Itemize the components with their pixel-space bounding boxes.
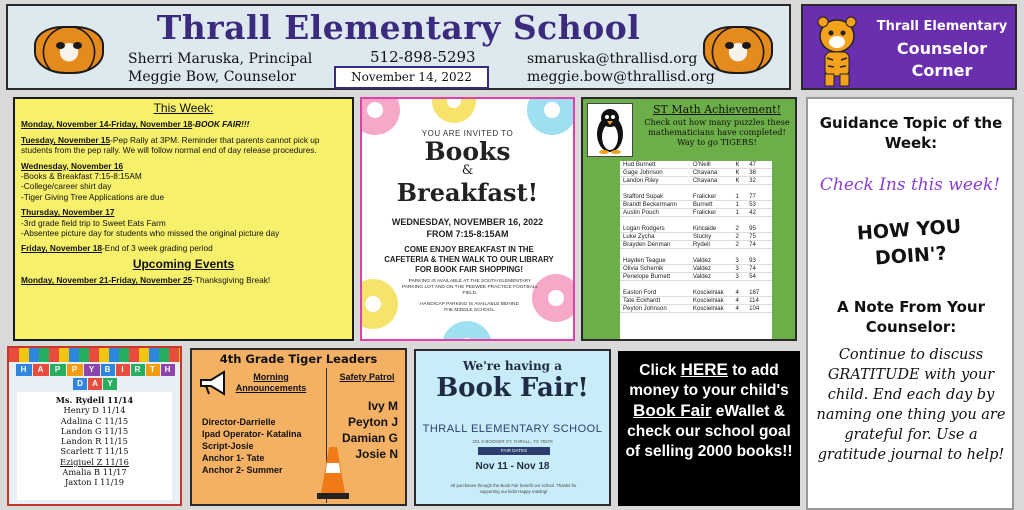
week-item-date: Friday, November 18 <box>21 243 103 254</box>
principal-name: Sherri Maruska, Principal <box>128 51 313 67</box>
handicap-parking-note: HANDICAP PARKING IS AVAILABLE BEHIND THE MIDDLE SCHOOL. <box>420 302 519 313</box>
st-math-panel <box>581 97 797 341</box>
table-cell: 74 <box>749 265 756 272</box>
table-cell: 1 <box>735 193 739 200</box>
donut-icon <box>360 279 398 329</box>
table-cell: O'Neill <box>692 161 711 168</box>
invited-text: YOU ARE INVITED TO <box>421 129 514 138</box>
st-math-subtitle: Check out how many puzzles these mathematicians have completed! Way to go TIGERS! <box>644 117 790 147</box>
list-item: Ipad Operator- Katalina <box>202 429 302 439</box>
book-fair-footer: All purchases through the Book Fair benefit our school. Thanks for supporting our kids! Happy reading! <box>450 483 577 494</box>
banner-flag: A <box>33 364 49 376</box>
week-item-date: Monday, November 14-Friday, November 18 <box>21 119 193 130</box>
week-item-text: -Books & Breakfast 7:15-8:15AM -College/career shirt day -Tiger Giving Tree Applications are due <box>21 171 165 202</box>
this-week-heading: This Week: <box>153 101 214 115</box>
table-row <box>620 177 772 185</box>
list-item: Adalina C 11/15 <box>60 415 129 426</box>
donut-icon <box>442 321 492 341</box>
table-cell: Luke Zycha <box>623 233 655 240</box>
parking-note: PARKING IS AVAILABLE AT THE SOUTH ELEMENTARY PARKING LOT AND ON THE PEEWEE PRACTICE FOOTBALL FIELD. <box>401 279 539 296</box>
tiger-mascot-icon <box>34 26 104 74</box>
week-item-date: Tuesday, November 15 <box>21 134 111 145</box>
principal-email[interactable]: smaruska@thrallisd.org <box>527 51 698 67</box>
table-cell: 114 <box>749 297 759 304</box>
table-cell: 54 <box>749 273 756 280</box>
banner-flag: P <box>50 364 66 376</box>
table-cell: 2 <box>735 233 739 240</box>
penguin-icon <box>587 103 633 157</box>
counselor-corner-banner <box>801 4 1017 90</box>
table-cell: 1 <box>735 201 739 208</box>
donut-icon <box>432 97 476 123</box>
table-cell: Koscielniak <box>692 297 724 304</box>
table-row <box>620 297 772 305</box>
table-cell: 104 <box>749 305 760 312</box>
newsletter-date: November 14, 2022 <box>334 66 489 89</box>
table-cell: Fralicker <box>692 209 717 216</box>
table-cell: K <box>735 169 740 176</box>
banner-flag: P <box>67 364 83 376</box>
banner-flag: H <box>16 364 32 376</box>
event-description: COME ENJOY BREAKFAST IN THE CAFETERIA & THEN WALK TO OUR LIBRARY FOR BOOK FAIR SHOPPING! <box>384 245 554 274</box>
note-heading: A Note From Your Counselor: <box>837 298 985 336</box>
table-row <box>620 193 772 201</box>
list-item: Script-Josie <box>202 441 254 451</box>
table-cell: Chavana <box>692 169 718 176</box>
balloons-decoration <box>9 348 180 362</box>
banner-flag: H <box>161 364 175 376</box>
banner-flag: I <box>116 364 130 376</box>
banner-flag: Y <box>103 378 117 390</box>
table-cell: 3 <box>735 265 739 272</box>
here-link[interactable]: HERE <box>680 360 728 379</box>
table-row <box>620 209 772 217</box>
ewallet-callout <box>618 351 800 506</box>
how-you-doin-text: HOW YOU DOIN'? <box>856 215 962 270</box>
morning-announcements-list <box>202 416 322 476</box>
table-row <box>620 169 772 177</box>
list-item: Ezigiuel Z 11/16 <box>60 456 129 467</box>
table-row <box>620 265 772 273</box>
table-row <box>620 305 772 313</box>
banner-flag: T <box>146 364 160 376</box>
week-item <box>21 243 346 253</box>
table-cell: 3 <box>735 273 739 280</box>
table-cell: Kincaide <box>692 225 717 232</box>
table-cell: Hayden Teague <box>623 257 666 264</box>
table-cell: K <box>735 161 740 168</box>
book-fair-flyer <box>414 349 611 506</box>
list-item: Ivy M <box>367 399 398 413</box>
st-math-title: ST Math Achievement! <box>653 103 781 116</box>
banner-flag: B <box>101 364 115 376</box>
table-cell: Hud Burnett <box>623 161 656 168</box>
list-item: Amalia B 11/17 <box>62 467 127 478</box>
traffic-cone-icon <box>317 445 349 501</box>
table-cell: Olivia Schemik <box>623 265 664 272</box>
table-cell: 4 <box>735 297 739 304</box>
phone-number: 512-898-5293 <box>370 48 476 66</box>
list-item: Ms. Rydell 11/14 <box>55 395 134 405</box>
list-item: Anchor 2- Summer <box>202 465 283 475</box>
counselor-corner-title <box>867 16 1017 82</box>
table-cell: 75 <box>749 233 756 240</box>
corner-line-3: Corner <box>911 61 973 80</box>
book-fair-school: THRALL ELEMENTARY SCHOOL <box>422 423 603 435</box>
table-cell: Easton Ford <box>623 289 657 296</box>
table-cell: 42 <box>749 209 756 216</box>
table-row <box>620 241 772 249</box>
table-cell: Peyton Johnson <box>623 305 667 312</box>
table-cell: Landon Riley <box>623 177 659 184</box>
corner-line-1: Thrall Elementary <box>876 19 1008 34</box>
table-cell: Logan Rodgers <box>623 225 665 232</box>
table-cell: 3 <box>735 257 739 264</box>
fair-dates-label: FAIR DATES <box>478 447 550 455</box>
list-item: Director-Darrielle <box>202 417 276 427</box>
upcoming-item-text: -Thanksgiving Break! <box>192 275 271 286</box>
click-pre: Click <box>639 362 681 379</box>
table-cell: Penelope Burnett <box>623 273 671 280</box>
books-and-breakfast-flyer <box>360 97 575 341</box>
click-mid-1: to add money to your child's <box>629 362 789 399</box>
table-cell: 47 <box>749 161 756 168</box>
table-cell: Burnett <box>692 201 713 208</box>
how-you-doin-image <box>840 211 980 281</box>
table-cell: Brayden Denman <box>623 241 671 248</box>
table-row <box>620 225 772 233</box>
upcoming-item <box>21 275 346 285</box>
this-week-panel <box>13 97 354 341</box>
table-cell: Koscielniak <box>692 289 724 296</box>
table-cell: Gage Johnson <box>623 169 663 176</box>
table-cell: 187 <box>749 289 760 296</box>
table-cell: 38 <box>749 169 756 176</box>
event-time: FROM 7:15-8:15AM <box>426 229 509 239</box>
tiger-leaders-panel <box>190 348 407 506</box>
week-item-text: -BOOK FAIR!!! <box>192 119 250 130</box>
week-item-text: -Pep Rally at 3PM. Reminder that parents cannot pick up students from the pep rally. We will follow normal end of day release procedures. <box>21 134 320 156</box>
week-item-text: -End of 3 week grading period <box>102 243 213 254</box>
list-item: Josie N <box>355 447 398 461</box>
list-item: Damian G <box>341 431 398 445</box>
corner-line-2: Counselor <box>896 39 988 58</box>
list-item: Henry D 11/14 <box>63 405 126 416</box>
list-item: Landon G 11/15 <box>60 425 129 436</box>
table-cell: Stafford Supak <box>623 193 664 200</box>
table-cell: Stucky <box>692 233 712 240</box>
table-cell: 1 <box>735 209 739 216</box>
week-item <box>21 119 346 129</box>
book-fair-having: We're having a <box>462 359 563 373</box>
breakfast-title: Breakfast! <box>396 178 539 207</box>
week-item-date: Thursday, November 17 <box>21 207 115 218</box>
book-fair-link[interactable]: Book Fair <box>633 401 712 420</box>
table-cell: Koscielniak <box>692 305 724 312</box>
banner-flag: R <box>131 364 145 376</box>
list-item: Anchor 1- Tate <box>202 453 265 463</box>
table-cell: Valdez <box>692 273 712 280</box>
event-date: WEDNESDAY, NOVEMBER 16, 2022 <box>391 217 544 227</box>
list-item: Peyton J <box>347 415 398 429</box>
table-cell: 74 <box>749 241 756 248</box>
counselor-name: Meggie Bow, Counselor <box>128 69 296 85</box>
happy-birthday-banner <box>15 364 175 390</box>
header-banner <box>6 4 791 90</box>
week-item <box>21 161 346 203</box>
school-title: Thrall Elementary School <box>156 8 641 47</box>
table-cell: 4 <box>735 289 739 296</box>
table-cell: Fralicker <box>692 193 717 200</box>
table-cell: 4 <box>735 305 739 312</box>
table-cell: Brandt Beckermann <box>623 201 677 208</box>
list-item: Landon R 11/15 <box>61 436 128 447</box>
birthday-list <box>17 392 172 500</box>
guidance-heading: Guidance Topic of the Week: <box>819 114 1003 152</box>
table-cell: 32 <box>749 177 756 184</box>
table-row <box>620 161 772 169</box>
table-cell: 2 <box>735 225 739 232</box>
table-cell: Rydell <box>692 241 710 248</box>
table-row <box>620 201 772 209</box>
banner-flag: A <box>88 378 102 390</box>
table-row <box>620 233 772 241</box>
table-cell: 77 <box>749 193 756 200</box>
st-math-table <box>620 161 772 339</box>
tiger-mascot-icon <box>703 26 773 74</box>
books-title: Books <box>424 137 511 166</box>
list-item: Scarlett T 11/15 <box>60 446 129 457</box>
week-item <box>21 207 346 238</box>
ampersand: & <box>461 163 474 178</box>
table-row <box>620 257 772 265</box>
morning-announcements-heading: Morning Announcements <box>235 372 307 393</box>
table-cell: Valdez <box>692 257 712 264</box>
table-cell: 2 <box>735 241 739 248</box>
book-fair-address: 201 S BOOKER ST, THRALL, TX 76578 <box>472 439 553 444</box>
table-cell: 95 <box>749 225 756 232</box>
megaphone-icon <box>198 370 228 396</box>
table-row <box>620 289 772 297</box>
fair-dates: Nov 11 - Nov 18 <box>475 461 550 472</box>
leaders-title: 4th Grade Tiger Leaders <box>219 352 378 366</box>
upcoming-events-heading: Upcoming Events <box>132 256 235 271</box>
guidance-topic: Check Ins this week! <box>819 175 1001 195</box>
table-cell: 93 <box>749 257 756 264</box>
table-cell: Austin Pouch <box>623 209 659 216</box>
table-cell: 53 <box>749 201 756 208</box>
tiger-cartoon-icon <box>811 14 863 88</box>
upcoming-item-date: Monday, November 21-Friday, November 25 <box>21 275 193 286</box>
table-cell: K <box>735 177 740 184</box>
table-cell: Chavana <box>692 177 718 184</box>
guidance-panel <box>806 97 1014 510</box>
table-cell: Valdez <box>692 265 712 272</box>
week-item-date: Wednesday, November 16 <box>21 160 124 171</box>
click-mid-2: eWallet & check our school goal of selling 2000 books!! <box>625 403 793 460</box>
banner-flag: Y <box>84 364 100 376</box>
table-row <box>620 273 772 281</box>
week-item <box>21 135 346 156</box>
table-cell: Tate Eckhardt <box>623 297 661 304</box>
week-item-text: -3rd grade field trip to Sweet Eats Farm -Absentee picture day for students who missed the original picture day <box>21 217 280 239</box>
safety-patrol-heading: Safety Patrol <box>339 372 395 382</box>
birthday-panel <box>7 346 182 506</box>
counselor-note: Continue to discuss GRATITUDE with your child. End each day by naming one thing you are grateful for. Use a gratitude journal to help! <box>816 347 1006 463</box>
book-fair-title: Book Fair! <box>436 373 589 403</box>
banner-flag: D <box>73 378 87 390</box>
list-item: Jaxton I 11/19 <box>64 477 125 488</box>
counselor-email[interactable]: meggie.bow@thrallisd.org <box>527 69 715 85</box>
